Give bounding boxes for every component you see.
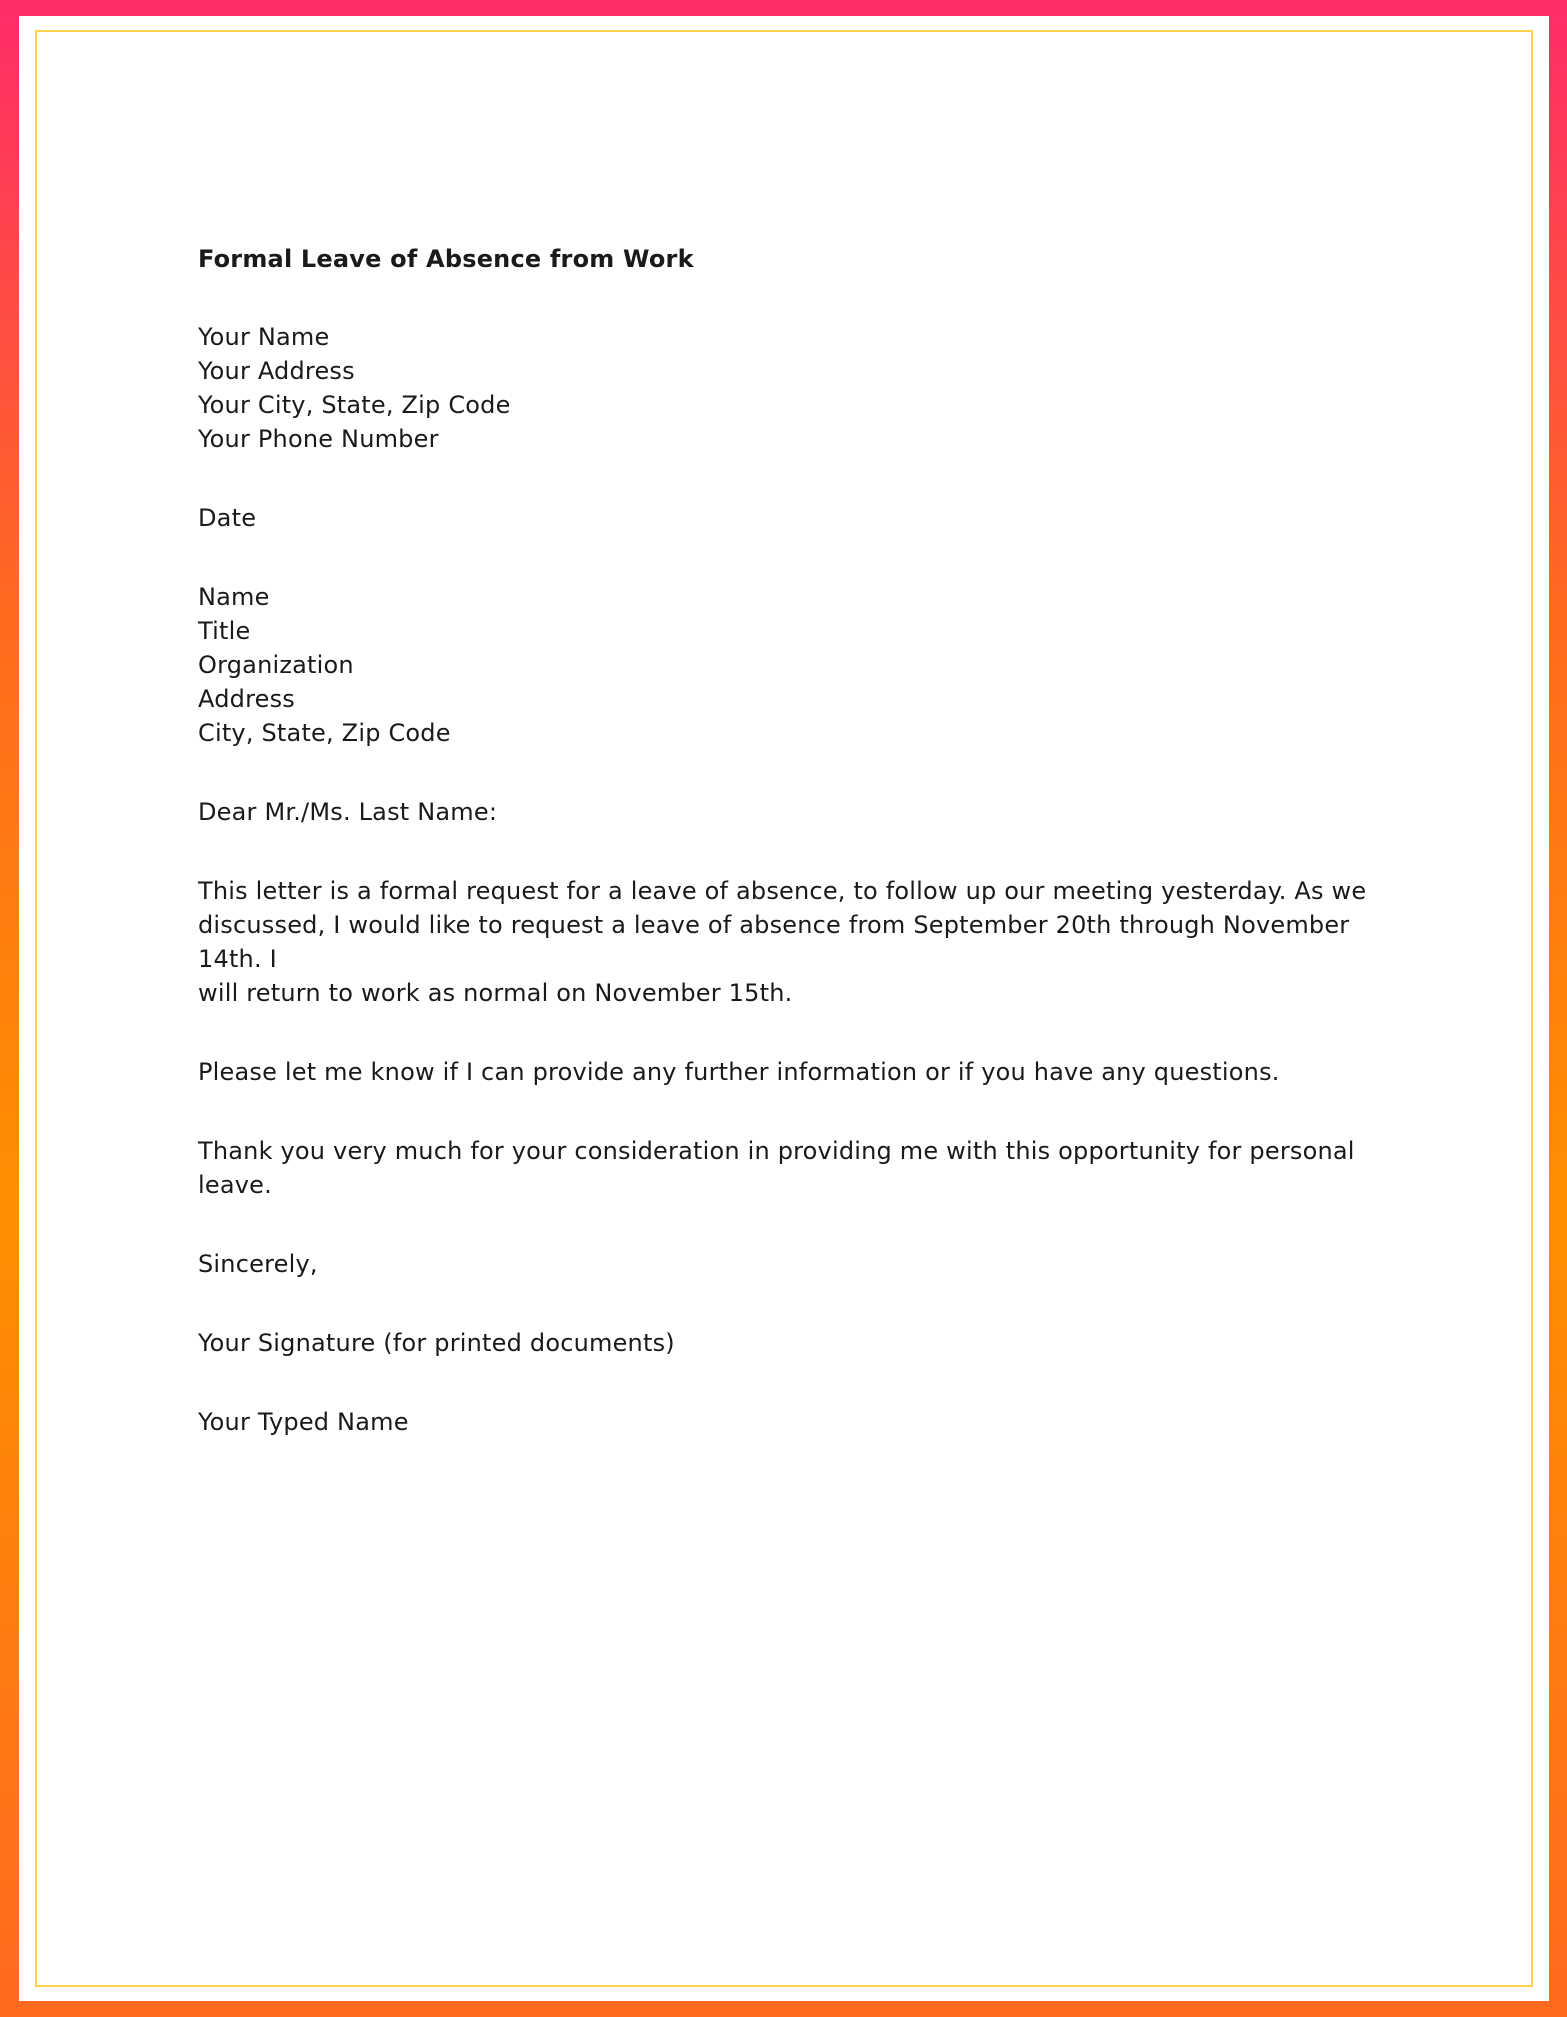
recipient-city-state-zip: City, State, Zip Code — [198, 719, 451, 747]
letter-date: Date — [198, 504, 257, 532]
typed-name-block — [198, 1405, 1398, 1439]
recipient-address-block — [198, 580, 1398, 750]
salutation-text: Dear Mr./Ms. Last Name: — [198, 798, 498, 826]
signature-text: Your Signature (for printed documents) — [198, 1329, 675, 1357]
closing-text: Sincerely, — [198, 1250, 318, 1278]
sender-address: Your Address — [198, 357, 355, 385]
letter-title: Formal Leave of Absence from Work — [198, 245, 694, 273]
date-block — [198, 501, 1398, 535]
salutation — [198, 795, 1398, 829]
sender-address-block — [198, 320, 1398, 456]
sender-phone: Your Phone Number — [198, 425, 439, 453]
recipient-title: Title — [198, 617, 251, 645]
body-paragraph-1: This letter is a formal request for a leave of absence, to follow up our meeting yesterday. As we discussed, I would like to request a leave of absence from September 20th through November 14th. I will return to work as normal on November 15th. — [198, 877, 1367, 1007]
closing — [198, 1247, 1398, 1281]
recipient-address: Address — [198, 685, 295, 713]
recipient-organization: Organization — [198, 651, 354, 679]
sender-city-state-zip: Your City, State, Zip Code — [198, 391, 511, 419]
sender-name: Your Name — [198, 323, 330, 351]
typed-name-text: Your Typed Name — [198, 1408, 409, 1436]
body-paragraph-3: Thank you very much for your consideration in providing me with this opportunity for personal leave. — [198, 1137, 1355, 1199]
signature-block — [198, 1326, 1398, 1360]
recipient-name: Name — [198, 583, 270, 611]
letter-document — [198, 242, 1398, 1484]
body-paragraph-2: Please let me know if I can provide any further information or if you have any questions. — [198, 1058, 1280, 1086]
